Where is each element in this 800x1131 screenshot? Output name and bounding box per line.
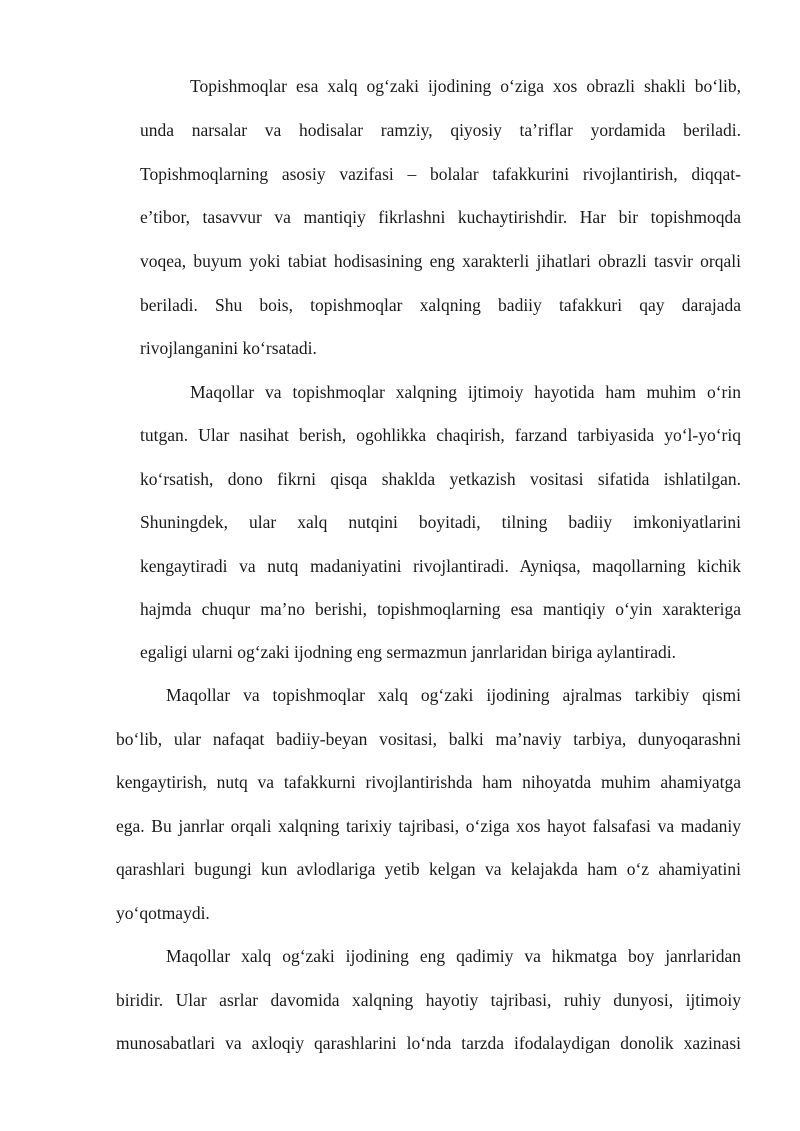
text-line: rivojlanganini ko‘rsatadi. bbox=[140, 338, 317, 358]
text-line: yo‘qotmaydi. bbox=[116, 903, 210, 923]
text-line: unda narsalar va hodisalar ramziy, qiyosiy ta’riflar yordamida beriladi. bbox=[140, 120, 741, 140]
text-line: Maqollar xalq og‘zaki ijodining eng qadimiy va hikmatga boy janrlaridan bbox=[166, 946, 741, 966]
text-line: Maqollar va topishmoqlar xalqning ijtimoiy hayotida ham muhim o‘rin bbox=[190, 382, 741, 402]
text-line: tutgan. Ular nasihat berish, ogohlikka chaqirish, farzand tarbiyasida yo‘l-yo‘riq bbox=[140, 425, 741, 445]
text-line: e’tibor, tasavvur va mantiqiy fikrlashni kuchaytirishdir. Har bir topishmoqda bbox=[140, 207, 741, 227]
text-line: bo‘lib, ular nafaqat badiiy-beyan vositasi, balki ma’naviy tarbiya, dunyoqarashni bbox=[116, 729, 741, 749]
text-line: beriladi. Shu bois, topishmoqlar xalqning badiiy tafakkuri qay darajada bbox=[140, 295, 741, 315]
text-line: qarashlari bugungi kun avlodlariga yetib kelgan va kelajakda ham o‘z ahamiyatini bbox=[116, 859, 741, 879]
text-line: Shuningdek, ular xalq nutqini boyitadi, tilning badiiy imkoniyatlarini bbox=[140, 512, 741, 532]
text-line: biridir. Ular asrlar davomida xalqning hayotiy tajribasi, ruhiy dunyosi, ijtimoiy bbox=[116, 990, 741, 1010]
text-line: ko‘rsatish, dono fikrni qisqa shaklda yetkazish vositasi sifatida ishlatilgan. bbox=[140, 469, 741, 489]
text-line: Topishmoqlar esa xalq og‘zaki ijodining o‘ziga xos obrazli shakli bo‘lib, bbox=[190, 76, 741, 96]
text-line: egaligi ularni og‘zaki ijodning eng sermazmun janrlaridan biriga aylantiradi. bbox=[140, 642, 676, 662]
text-line: ega. Bu janrlar orqali xalqning tarixiy tajribasi, o‘ziga xos hayot falsafasi va madaniy bbox=[116, 816, 741, 836]
text-line: Topishmoqlarning asosiy vazifasi – bolalar tafakkurini rivojlantirish, diqqat- bbox=[140, 164, 741, 184]
text-line: kengaytirish, nutq va tafakkurni rivojlantirishda ham nihoyatda muhim ahamiyatga bbox=[116, 772, 741, 792]
text-line: munosabatlari va axloqiy qarashlarini lo‘nda tarzda ifodalaydigan donolik xazinasi bbox=[116, 1033, 741, 1053]
text-line: Maqollar va topishmoqlar xalq og‘zaki ijodining ajralmas tarkibiy qismi bbox=[166, 685, 741, 705]
text-line: voqea, buyum yoki tabiat hodisasining eng xarakterli jihatlari obrazli tasvir orqali bbox=[140, 251, 741, 271]
text-line: hajmda chuqur ma’no berishi, topishmoqlarning esa mantiqiy o‘yin xarakteriga bbox=[140, 599, 741, 619]
text-line: kengaytiradi va nutq madaniyatini rivojlantiradi. Ayniqsa, maqollarning kichik bbox=[140, 556, 741, 576]
